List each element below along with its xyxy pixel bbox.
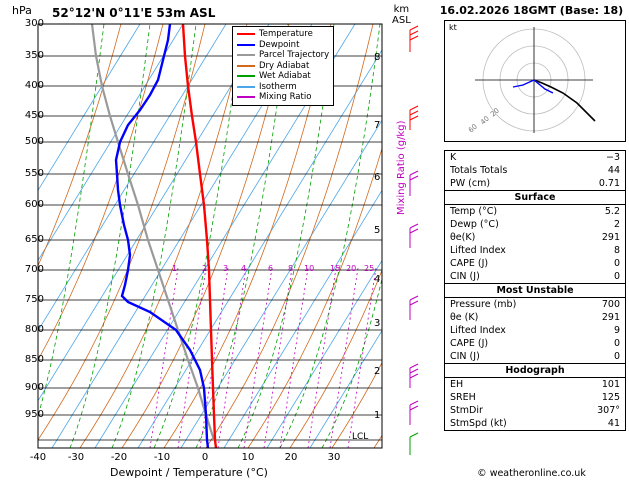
- hodo-label-stmdir: StmDir: [450, 405, 483, 416]
- hodograph-trace: [534, 80, 595, 121]
- mu-row-pressure: [445, 298, 625, 311]
- ytick-850: 850: [24, 354, 44, 365]
- surface-section-header: Surface: [445, 190, 625, 205]
- mixratio-label-4: 4: [241, 264, 247, 273]
- mu-value-cape: 0: [613, 338, 620, 349]
- surface-label-temp: Temp (°C): [450, 206, 498, 217]
- ytick-400: 400: [24, 80, 44, 91]
- temperature-line: [183, 24, 216, 448]
- index-label-pw: PW (cm): [450, 178, 491, 189]
- surface-row-cape: [445, 257, 625, 270]
- mu-value-theta-e: 291: [601, 312, 620, 323]
- hodograph-section-header: Hodograph: [445, 363, 625, 378]
- legend-item-temperature: [237, 29, 329, 40]
- mu-label-theta-e: θe (K): [450, 312, 479, 323]
- surface-row-temp: [445, 205, 625, 218]
- index-row-pw: [445, 177, 625, 190]
- kmtick-3: 3: [374, 318, 381, 329]
- lcl-label: LCL: [352, 432, 369, 442]
- hodograph-plot: [445, 21, 623, 139]
- mixratio-label-20: 20: [346, 264, 357, 273]
- hodo-value-stmdir: 307°: [597, 405, 620, 416]
- xtick--20: -20: [110, 452, 128, 463]
- ytick-900: 900: [24, 382, 44, 393]
- surface-value-temp: 5.2: [604, 206, 620, 217]
- station-title: 52°12'N 0°11'E 53m ASL: [52, 6, 216, 20]
- hodo-label-sreh: SREH: [450, 392, 476, 403]
- hodograph-panel: [444, 20, 626, 142]
- mu-label-lifted-index: Lifted Index: [450, 325, 506, 336]
- hodo-row-stmdir: [445, 404, 625, 417]
- mixratio-label-25: 25: [364, 264, 375, 273]
- index-value-k: −3: [605, 152, 620, 163]
- surface-label-lifted-index: Lifted Index: [450, 245, 506, 256]
- surface-value-dewp: 2: [613, 219, 620, 230]
- kmtick-7: 7: [374, 120, 381, 131]
- chart-legend: [232, 26, 334, 106]
- surface-label-cape: CAPE (J): [450, 258, 489, 269]
- x-axis-label: Dewpoint / Temperature (°C): [110, 466, 268, 479]
- right-panel: [434, 0, 629, 486]
- mu-value-pressure: 700: [601, 299, 620, 310]
- ytick-650: 650: [24, 234, 44, 245]
- ytick-450: 450: [24, 110, 44, 121]
- legend-swatch-parcel: [237, 54, 255, 56]
- legend-label-isotherm: Isotherm: [259, 81, 297, 92]
- ytick-600: 600: [24, 199, 44, 210]
- hodograph-low-level: [513, 80, 534, 87]
- hodo-label-eh: EH: [450, 379, 464, 390]
- legend-label-temperature: Temperature: [259, 29, 313, 39]
- ytick-950: 950: [24, 409, 44, 420]
- kmtick-5: 5: [374, 225, 381, 236]
- mixratio-label-15: 15: [330, 264, 341, 273]
- legend-item-wet-adiabat: [237, 71, 329, 82]
- most-unstable-section-header: Most Unstable: [445, 283, 625, 298]
- surface-row-theta-e: [445, 231, 625, 244]
- ytick-550: 550: [24, 168, 44, 179]
- indices-panel: [444, 150, 626, 431]
- legend-label-parcel: Parcel Trajectory: [259, 50, 330, 60]
- xtick-10: 10: [241, 452, 255, 463]
- legend-item-mixing-ratio: [237, 92, 329, 103]
- surface-label-cin: CIN (J): [450, 271, 480, 282]
- mixratio-label-8: 8: [288, 264, 294, 273]
- surface-row-cin: [445, 270, 625, 283]
- legend-item-isotherm: [237, 82, 329, 93]
- ytick-500: 500: [24, 136, 44, 147]
- altitude-unit-label: km ASL: [392, 4, 411, 26]
- xtick-20: 20: [284, 452, 298, 463]
- legend-swatch-mixing-ratio: [237, 96, 255, 98]
- surface-row-dewp: [445, 218, 625, 231]
- legend-label-wet-adiabat: Wet Adiabat: [259, 71, 311, 81]
- legend-swatch-isotherm: [237, 86, 255, 88]
- surface-value-theta-e: 291: [601, 232, 620, 243]
- mixratio-label-1: 1: [172, 264, 178, 273]
- xtick--40: -40: [29, 452, 47, 463]
- copyright-label: © weatheronline.co.uk: [477, 468, 586, 479]
- date-title: 16.02.2026 18GMT (Base: 18): [439, 4, 624, 17]
- mu-label-cape: CAPE (J): [450, 338, 489, 349]
- ytick-750: 750: [24, 294, 44, 305]
- hodograph-ring-40: 40: [478, 114, 491, 127]
- hodo-label-stmspd: StmSpd (kt): [450, 418, 507, 429]
- surface-value-cape: 0: [613, 258, 620, 269]
- hodograph-ring-60: 60: [466, 122, 479, 135]
- legend-swatch-dry-adiabat: [237, 65, 255, 67]
- hodo-value-eh: 101: [601, 379, 620, 390]
- kmtick-1: 1: [374, 410, 381, 421]
- mu-value-cin: 0: [613, 351, 620, 362]
- legend-label-mixing-ratio: Mixing Ratio: [259, 92, 312, 102]
- legend-label-dewpoint: Dewpoint: [259, 39, 300, 50]
- kmtick-2: 2: [374, 366, 381, 377]
- legend-item-dewpoint: [237, 40, 329, 51]
- hodo-row-sreh: [445, 391, 625, 404]
- hodograph-unit-label: kt: [449, 23, 457, 32]
- hodo-value-stmspd: 41: [607, 418, 620, 429]
- kmtick-8: 8: [374, 52, 381, 63]
- surface-label-dewp: Dewp (°C): [450, 219, 499, 230]
- index-row-k: [445, 151, 625, 164]
- ytick-300: 300: [24, 18, 44, 29]
- ytick-350: 350: [24, 50, 44, 61]
- index-label-k: K: [450, 152, 457, 163]
- mu-row-lifted-index: [445, 324, 625, 337]
- index-row-totals: [445, 164, 625, 177]
- xtick-0: 0: [201, 452, 209, 463]
- kmtick-6: 6: [374, 172, 381, 183]
- surface-value-cin: 0: [613, 271, 620, 282]
- legend-item-dry-adiabat: [237, 61, 329, 72]
- surface-label-theta-e: θe(K): [450, 232, 476, 243]
- wind-barb-column: [410, 26, 418, 455]
- mu-row-theta-e: [445, 311, 625, 324]
- hodo-row-stmspd: [445, 417, 625, 430]
- legend-item-parcel: [237, 50, 329, 61]
- index-label-totals: Totals Totals: [450, 165, 508, 176]
- legend-label-dry-adiabat: Dry Adiabat: [259, 60, 310, 71]
- dewpoint-line: [116, 24, 208, 448]
- mu-label-pressure: Pressure (mb): [450, 299, 517, 310]
- surface-value-lifted-index: 8: [613, 245, 620, 256]
- mu-row-cin: [445, 350, 625, 363]
- legend-swatch-wet-adiabat: [237, 75, 255, 77]
- xtick--10: -10: [153, 452, 171, 463]
- index-value-pw: 0.71: [598, 178, 620, 189]
- hodo-value-sreh: 125: [601, 392, 620, 403]
- mixratio-label-6: 6: [268, 264, 274, 273]
- mu-value-lifted-index: 9: [613, 325, 620, 336]
- mixratio-label-3: 3: [223, 264, 229, 273]
- mu-label-cin: CIN (J): [450, 351, 480, 362]
- kmtick-4: 4: [374, 274, 381, 285]
- hodograph-ring-20: 20: [488, 106, 501, 119]
- surface-row-lifted-index: [445, 244, 625, 257]
- mixratio-label-2: 2: [202, 264, 208, 273]
- mu-row-cape: [445, 337, 625, 350]
- mixing-ratio-axis-label: Mixing Ratio (g/kg): [396, 120, 407, 215]
- legend-swatch-dewpoint: [237, 44, 255, 46]
- ytick-700: 700: [24, 264, 44, 275]
- hodo-row-eh: [445, 378, 625, 391]
- ytick-800: 800: [24, 324, 44, 335]
- pressure-unit-label: hPa: [12, 4, 32, 17]
- legend-swatch-temperature: [237, 33, 255, 35]
- xtick--30: -30: [67, 452, 85, 463]
- mixratio-label-10: 10: [304, 264, 315, 273]
- index-value-totals: 44: [607, 165, 620, 176]
- xtick-30: 30: [327, 452, 341, 463]
